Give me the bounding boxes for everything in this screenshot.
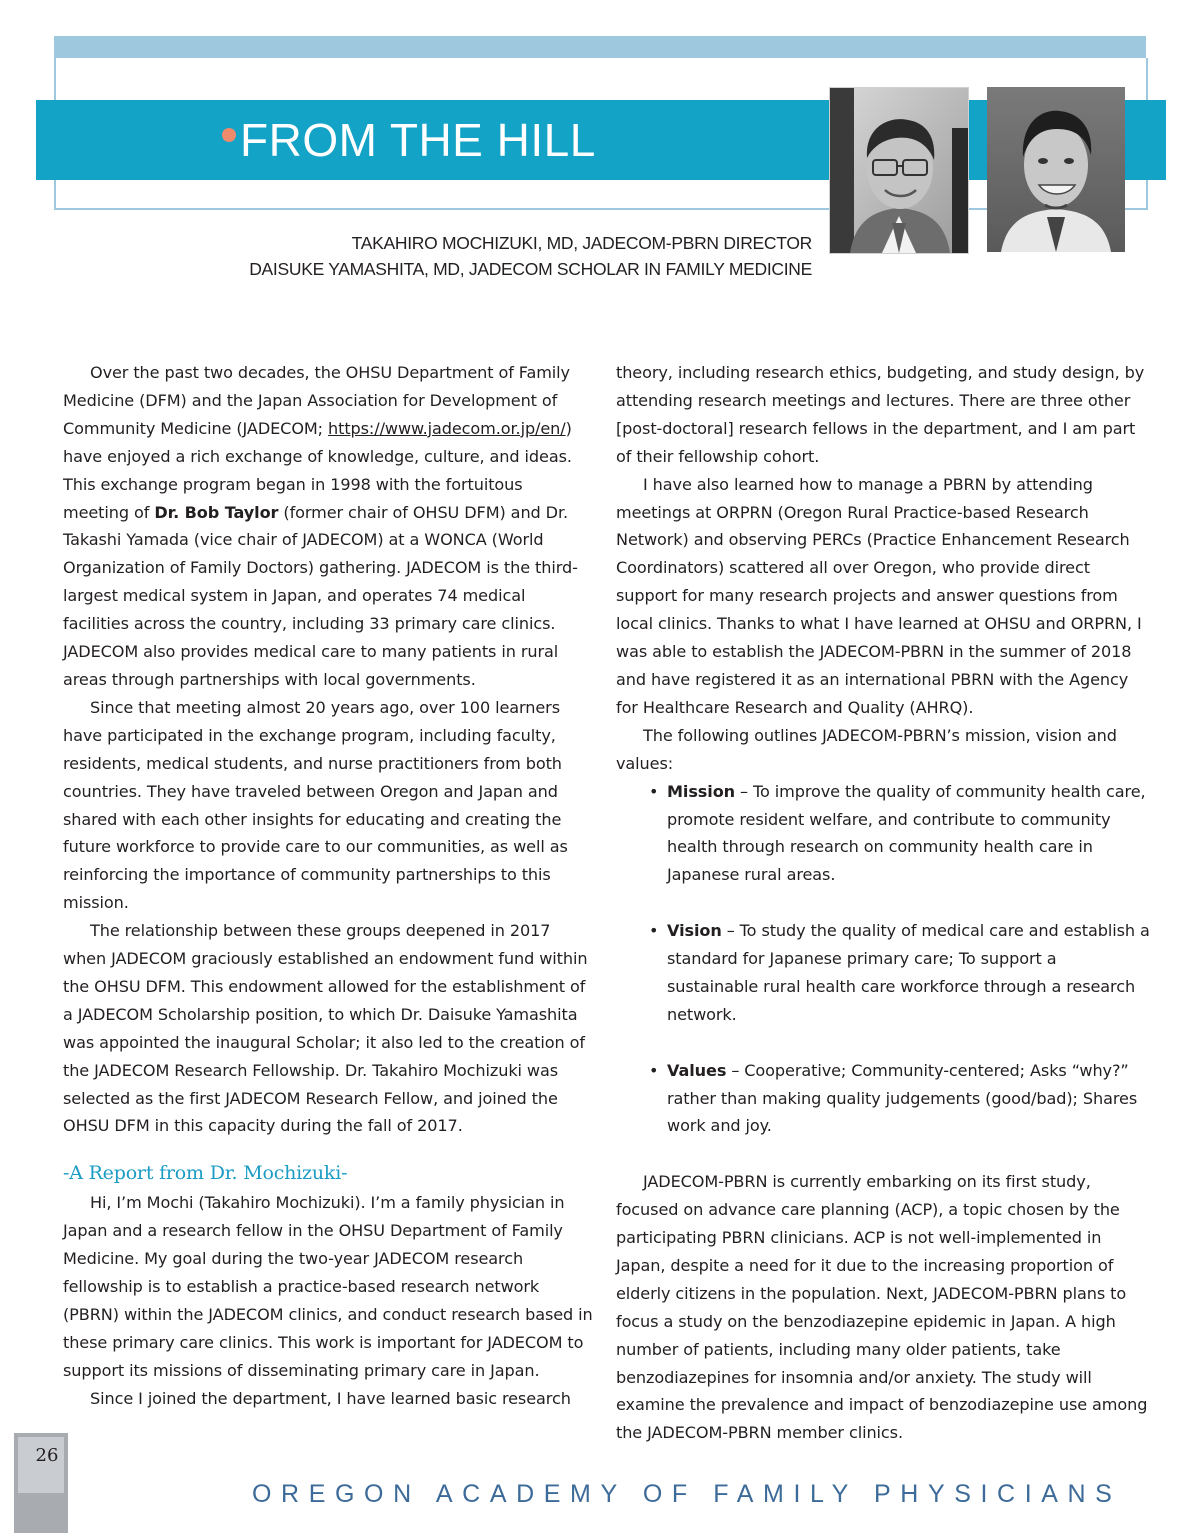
publication-title: OREGON ACADEMY OF FAMILY PHYSICIANS: [252, 1480, 1122, 1508]
section-subheading: -A Report from Dr. Mochizuki-: [63, 1162, 348, 1185]
bullet-icon: •: [649, 1060, 659, 1080]
paragraph: I have also learned how to manage a PBRN by attending meetings at ORPRN (Oregon Rural Practice-based Research Network) and observing PERCs (Practice Enhancement Research Coordinators) scattered all over Oregon, who provide direct support for many research projects and answer questions from local clinics. Thanks to what I have learned at OHSU and ORPRN, I was able to establish the JADECOM-PBRN in the summer of 2018 and have registered it as an international PBRN with the Agency for Healthcare Research and Quality (AHRQ).: [616, 474, 1142, 717]
bullet-icon: •: [649, 921, 659, 941]
bullet-dot-icon: [222, 128, 236, 142]
jadecom-link[interactable]: https://www.jadecom.or.jp/en/: [328, 418, 566, 438]
paragraph: JADECOM-PBRN is currently embarking on its first study, focused on advance care planning (ACP), a topic chosen by the participating PBRN clinicians. ACP is not well-implemented in Japan, despite a need for it due to the increasing proportion of elderly citizens in the population. Next, JADECOM-PBRN plans to focus a study on the benzodiazepine epidemic in Japan. A high number of patients, including many older patients, take benzodiazepines for insomnia and/or anxiety. The study will examine the prevalence and impact of benzodiazepine use among the JADECOM-PBRN member clinics.: [616, 1172, 1148, 1443]
list-item-mission: • Mission – To improve the quality of community health care, promote resident welfare, and contribute to community health through research on community health care in Japanese rural areas.: [616, 778, 1150, 890]
paragraph: theory, including research ethics, budgeting, and study design, by attending research meetings and lectures. There are three other [post-doctoral] research fellows in the department, and I am part of their fellowship cohort.: [616, 363, 1145, 466]
paragraph: The following outlines JADECOM-PBRN’s mission, vision and values:: [616, 725, 1117, 773]
page-number-tab: [14, 1433, 68, 1533]
list-item-vision: • Vision – To study the quality of medical care and establish a standard for Japanese primary care; To support a sustainable rural health care workforce through a research network.: [616, 917, 1150, 1029]
right-column: [616, 359, 1150, 1447]
page-number: 26: [35, 1445, 59, 1466]
paragraph: Over the past two decades, the OHSU Department of Family Medicine (DFM) and the Japan Association for Development of Community Medicine (JADECOM; https://www.jadecom.or.jp/en/) have enjoyed a rich exchange of knowledge, culture, and ideas. This exchange program began in 1998 with the fortuitous meeting of Dr. Bob Taylor (former chair of OHSU DFM) and Dr. Takashi Yamada (vice chair of JADECOM) at a WONCA (World Organization of Family Doctors) gathering. JADECOM is the third-largest medical system in Japan, and operates 74 medical facilities across the country, including 33 primary care clinics. JADECOM also provides medical care to many patients in rural areas through partnerships with local governments.: [63, 363, 578, 689]
header-top-bar: [54, 36, 1146, 58]
bullet-icon: •: [649, 781, 659, 801]
page-title-text: FROM THE HILL: [240, 114, 596, 166]
values-list: [616, 778, 1150, 1141]
paragraph: Since that meeting almost 20 years ago, over 100 learners have participated in the exchange program, including faculty, residents, medical students, and nurse practitioners from both countries. They have traveled between Oregon and Japan and shared with each other insights for educating and creating the future workforce to provide care to our communities, as well as reinforcing the importance of community partnerships to this mission.: [63, 697, 568, 913]
paragraph: Hi, I’m Mochi (Takahiro Mochizuki). I’m a family physician in Japan and a research fellow in the OHSU Department of Family Medicine. My goal during the two-year JADECOM research fellowship is to establish a practice-based research network (PBRN) within the JADECOM clinics, and conduct research based in these primary care clinics. This work is important for JADECOM to support its missions of disseminating primary care in Japan.: [63, 1193, 593, 1380]
author-line-2: DAISUKE YAMASHITA, MD, JADECOM SCHOLAR IN FAMILY MEDICINE: [249, 259, 812, 279]
left-column: [63, 359, 593, 1413]
author-line-1: TAKAHIRO MOCHIZUKI, MD, JADECOM-PBRN DIRECTOR: [351, 233, 812, 253]
bold-name: Dr. Bob Taylor: [154, 502, 279, 522]
author-photo-yamashita: [987, 87, 1125, 252]
paragraph: The relationship between these groups deepened in 2017 when JADECOM graciously established an endowment fund within the OHSU DFM. This endowment allowed for the establishment of a JADECOM Scholarship position, to which Dr. Daisuke Yamashita was appointed the inaugural Scholar; it also led to the creation of the JADECOM Research Fellowship. Dr. Takahiro Mochizuki was selected as the first JADECOM Research Fellow, and joined the OHSU DFM in this capacity during the fall of 2017.: [63, 921, 588, 1136]
list-item-values: • Values – Cooperative; Community-centered; Asks “why?” rather than making quality judgements (good/bad); Shares work and joy.: [616, 1057, 1150, 1141]
page-title: [222, 112, 596, 168]
paragraph: Since I joined the department, I have learned basic research: [90, 1388, 571, 1408]
author-photo-mochizuki: [829, 87, 969, 254]
